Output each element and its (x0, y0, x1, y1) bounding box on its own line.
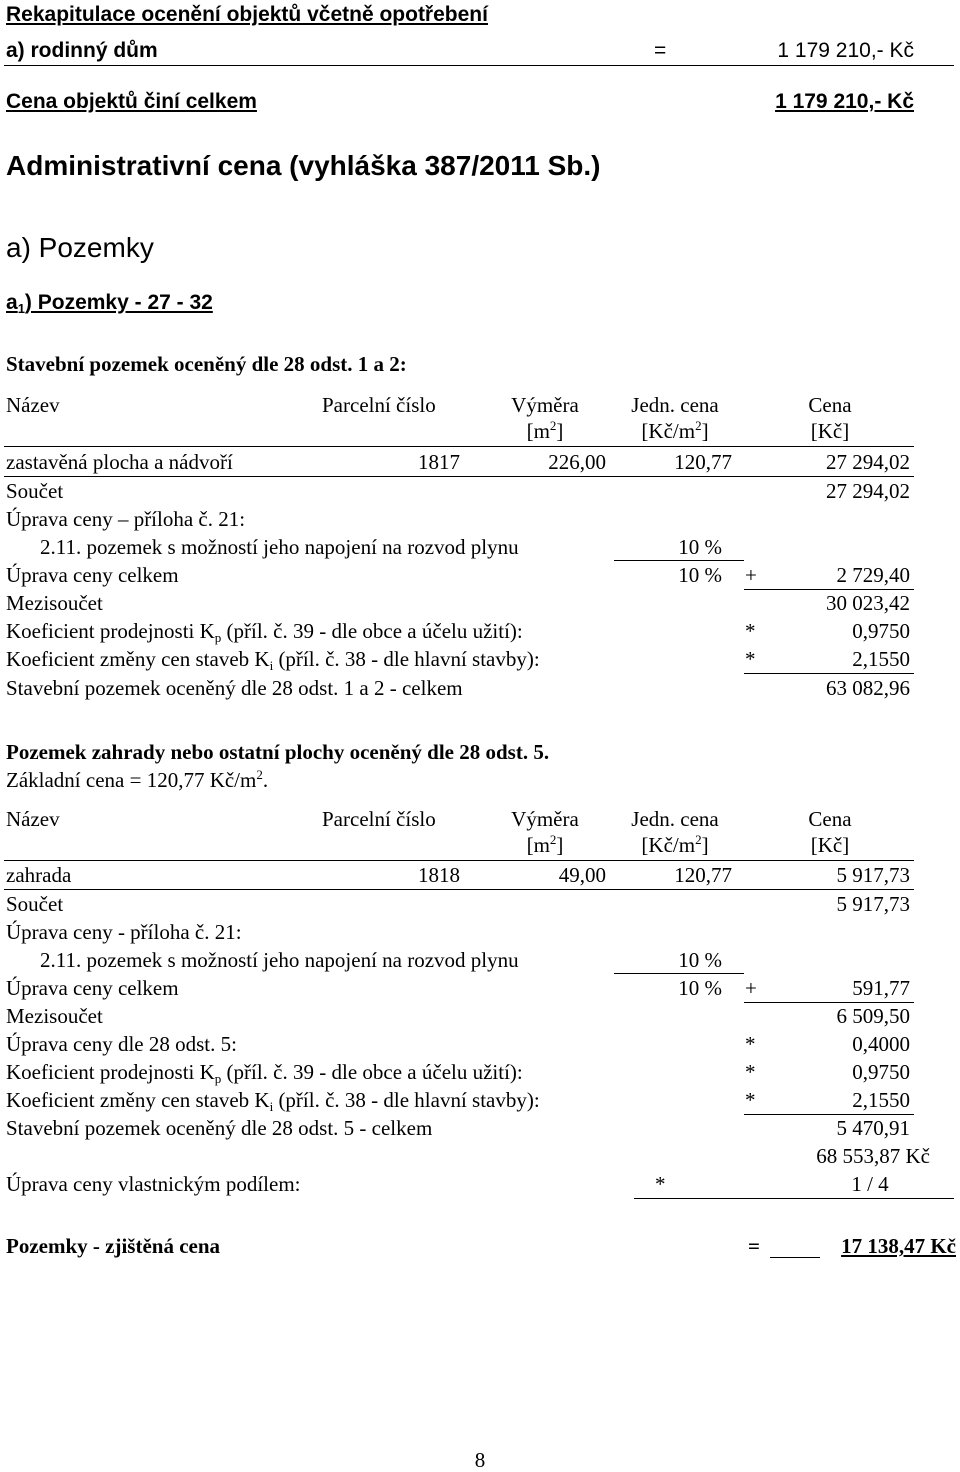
adjustment-item: 2.11. pozemek s možností jeho napojení na rozvod plynu (40, 948, 519, 972)
col-header-parcel: Parcelní číslo (322, 393, 436, 417)
base-price: Základní cena = 120,77 $Kč/m^2$. (6, 767, 269, 792)
block1-total-value: 63 082,96 (826, 676, 910, 700)
block2-total-value: 5 470,91 (836, 1116, 910, 1140)
table-row-price: 27 294,02 (826, 450, 910, 474)
adjustment-item: 2.11. pozemek s možností jeho napojení na rozvod plynu (40, 535, 519, 559)
final-price-value: 17 138,47 Kč (841, 1234, 956, 1258)
col-header-unit-price-unit: $[Kč/m^2]$ (641, 418, 709, 443)
table-row-unit-price: 120,77 (674, 450, 732, 474)
recap-total-value: 1 179 210,- Kč (775, 90, 914, 113)
operator-multiply: * (745, 619, 756, 643)
col-header-unit-price: Jedn. cena (631, 807, 719, 831)
ownership-share-value: 1 / 4 (851, 1172, 889, 1196)
adjustment-label: Úprava ceny – příloha č. 21: (6, 507, 246, 531)
table-row-name: zastavěná plocha a nádvoří (6, 450, 233, 474)
adjustment-total-value: 591,77 (852, 976, 910, 1000)
col-header-price-unit: [Kč] (810, 833, 850, 857)
recap-total-label: Cena objektů činí celkem (6, 90, 257, 113)
adjustment-item-pct: 10 % (678, 948, 722, 972)
divider (4, 476, 914, 477)
adjustment-total-value: 2 729,40 (836, 563, 910, 587)
adjustment-label: Úprava ceny - příloha č. 21: (6, 920, 242, 944)
kp-coefficient-label: Koeficient prodejnosti $K_p$ (příl. č. 39 - dle obce a účelu užití): (6, 1060, 523, 1086)
table-row-name: zahrada (6, 863, 72, 887)
sum-value: 27 294,02 (826, 479, 910, 503)
recap-title: Rekapitulace ocenění objektů včetně opotřebení (6, 3, 488, 26)
divider (4, 65, 954, 66)
sum-label: Součet (6, 479, 64, 503)
adjustment-total-pct: 10 % (678, 563, 722, 587)
page-number: 8 (474, 1448, 486, 1472)
section-a1-heading: $a_1$) Pozemky - 27 - 32 (6, 291, 213, 316)
ki-coefficient-value: 2,1550 (852, 647, 910, 671)
subtotal-label: Mezisoučet (6, 1004, 103, 1028)
grand-sum-value: 68 553,87 Kč (816, 1144, 930, 1168)
divider (744, 1002, 914, 1003)
sum-value: 5 917,73 (836, 892, 910, 916)
adjustment-total-label: Úprava ceny celkem (6, 976, 179, 1000)
col-header-area: Výměra (511, 807, 579, 831)
table-row-price: 5 917,73 (836, 863, 910, 887)
block1-total-label: Stavební pozemek oceněný dle 28 odst. 1 a 2 - celkem (6, 676, 463, 700)
col-header-name: Název (6, 807, 60, 831)
divider (4, 446, 914, 447)
divider (744, 589, 914, 590)
divider (4, 860, 914, 861)
recap-row-eq: = (654, 39, 667, 62)
adjustment-28-5-value: 0,4000 (852, 1032, 910, 1056)
sum-label: Součet (6, 892, 64, 916)
divider (744, 673, 914, 674)
divider (4, 889, 914, 890)
divider (770, 1257, 820, 1258)
adjustment-total-pct: 10 % (678, 976, 722, 1000)
col-header-price-unit: [Kč] (810, 419, 850, 443)
recap-row-label: a) rodinný dům (6, 39, 158, 62)
table-row-area: 226,00 (548, 450, 606, 474)
table-row-parcel: 1817 (418, 450, 460, 474)
table-row-parcel: 1818 (418, 863, 460, 887)
adjustment-28-5-label: Úprava ceny dle 28 odst. 5: (6, 1032, 237, 1056)
operator-multiply: * (655, 1172, 666, 1196)
col-header-area-unit: $[m^2]$ (526, 832, 564, 857)
operator-plus: + (745, 563, 757, 587)
operator-multiply: * (745, 647, 756, 671)
operator-plus: + (745, 976, 757, 1000)
recap-row-value: 1 179 210,- Kč (777, 39, 914, 62)
kp-coefficient-label: Koeficient prodejnosti $K_p$ (příl. č. 39 - dle obce a účelu užití): (6, 619, 523, 645)
divider (614, 560, 744, 561)
col-header-name: Název (6, 393, 60, 417)
col-header-area-unit: $[m^2]$ (526, 418, 564, 443)
subtotal-label: Mezisoučet (6, 591, 103, 615)
subtotal-value: 6 509,50 (836, 1004, 910, 1028)
kp-coefficient-value: 0,9750 (852, 1060, 910, 1084)
ki-coefficient-label: Koeficient změny cen staveb $K_i$ (příl. č. 38 - dle hlavní stavby): (6, 1088, 540, 1114)
ki-coefficient-label: Koeficient změny cen staveb $K_i$ (příl. č. 38 - dle hlavní stavby): (6, 647, 540, 673)
kp-coefficient-value: 0,9750 (852, 619, 910, 643)
final-price-label: Pozemky - zjištěná cena (6, 1234, 221, 1258)
ownership-share-label: Úprava ceny vlastnickým podílem: (6, 1172, 301, 1196)
col-header-unit-price-unit: $[Kč/m^2]$ (641, 832, 709, 857)
adjustment-item-pct: 10 % (678, 535, 722, 559)
subtotal-value: 30 023,42 (826, 591, 910, 615)
block1-title: Stavební pozemek oceněný dle 28 odst. 1 a 2: (6, 352, 407, 376)
operator-multiply: * (745, 1088, 756, 1112)
block2-title: Pozemek zahrady nebo ostatní plochy oceněný dle 28 odst. 5. (6, 740, 550, 764)
divider (744, 1114, 914, 1115)
divider (614, 973, 744, 974)
final-price-eq: = (748, 1234, 760, 1258)
col-header-price: Cena (808, 393, 852, 417)
table-row-unit-price: 120,77 (674, 863, 732, 887)
section-a-heading: a) Pozemky (6, 232, 154, 263)
ki-coefficient-value: 2,1550 (852, 1088, 910, 1112)
col-header-parcel: Parcelní číslo (322, 807, 436, 831)
operator-multiply: * (745, 1060, 756, 1084)
col-header-price: Cena (808, 807, 852, 831)
col-header-unit-price: Jedn. cena (631, 393, 719, 417)
operator-multiply: * (745, 1032, 756, 1056)
adjustment-total-label: Úprava ceny celkem (6, 563, 179, 587)
block2-total-label: Stavební pozemek oceněný dle 28 odst. 5 - celkem (6, 1116, 433, 1140)
col-header-area: Výměra (511, 393, 579, 417)
admin-price-heading: Administrativní cena (vyhláška 387/2011 Sb.) (6, 150, 601, 181)
divider (634, 1198, 954, 1199)
table-row-area: 49,00 (558, 863, 606, 887)
